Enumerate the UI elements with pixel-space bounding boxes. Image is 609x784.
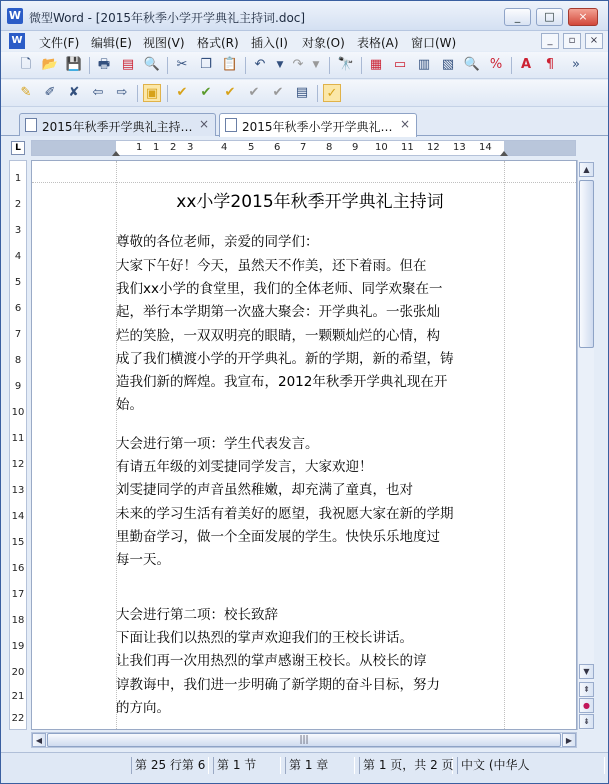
menu-view[interactable]: 视图(V) bbox=[143, 36, 185, 50]
text-line: 造我们新的辉煌。我宣布，2012年秋季开学典礼现在开 bbox=[116, 373, 448, 390]
status-page: 第 1 页，共 2 页 bbox=[359, 757, 453, 774]
ruler-number: 4 bbox=[221, 142, 228, 153]
new-icon[interactable]: 🗋 bbox=[20, 57, 32, 72]
ruler-number: 11 bbox=[401, 142, 414, 153]
ruler-number: 10 bbox=[375, 142, 388, 153]
horizontal-scroll-thumb[interactable]: ||| bbox=[47, 733, 561, 747]
close-tab-icon[interactable]: × bbox=[399, 117, 410, 131]
pdf-icon[interactable]: ▤ bbox=[121, 57, 135, 72]
document-tab-bar bbox=[1, 110, 608, 136]
print-preview-icon[interactable]: 🔍 bbox=[143, 57, 161, 72]
text-line: 始。 bbox=[116, 397, 143, 414]
status-bar bbox=[1, 752, 608, 783]
horizontal-scrollbar[interactable] bbox=[31, 732, 577, 748]
next-comment-icon[interactable]: ⇨ bbox=[116, 85, 128, 100]
merge-cells-icon[interactable]: ▧ bbox=[441, 57, 455, 72]
open-icon[interactable]: 📂 bbox=[41, 57, 59, 72]
ruler-number: 9 bbox=[14, 381, 22, 392]
prev-comment-icon[interactable]: ⇦ bbox=[92, 85, 104, 100]
document-icon bbox=[25, 118, 37, 132]
vertical-scrollbar[interactable] bbox=[577, 160, 594, 730]
toolbar-separator bbox=[511, 57, 512, 74]
doc-restore-button[interactable]: ▫ bbox=[563, 33, 581, 49]
ruler-number: 17 bbox=[11, 589, 25, 600]
window-title: 微型Word - [2015年秋季小学开学典礼主持词.doc] bbox=[29, 11, 306, 25]
standard-toolbar bbox=[1, 52, 608, 79]
accept-all-icon[interactable]: ✔ bbox=[224, 85, 236, 100]
track-changes-icon[interactable]: ▣ bbox=[143, 84, 161, 102]
reject-all-icon[interactable]: ✔ bbox=[248, 85, 260, 100]
paragraph-item-1 bbox=[116, 433, 508, 572]
menu-format[interactable]: 格式(R) bbox=[197, 36, 239, 50]
accept-change-icon[interactable]: ✔ bbox=[176, 85, 188, 100]
ruler-number: 1 bbox=[153, 142, 160, 153]
review-pane-icon[interactable]: ▤ bbox=[295, 85, 309, 100]
text-line: 大会进行第一项：学生代表发言。 bbox=[116, 436, 319, 452]
tab-document-2[interactable] bbox=[219, 113, 417, 137]
highlight-icon[interactable]: ✎ bbox=[20, 85, 32, 100]
show-markup-icon[interactable]: ✔ bbox=[272, 85, 284, 100]
maximize-button[interactable]: □ bbox=[536, 8, 563, 26]
more-tools-icon[interactable]: » bbox=[572, 57, 580, 72]
ruler-number: 6 bbox=[14, 303, 22, 314]
ruler-number: 2 bbox=[170, 142, 177, 153]
text-line: 烂的笑脸，一双双明亮的眼睛，一颗颗灿烂的心情，构 bbox=[116, 327, 440, 344]
reject-change-icon[interactable]: ✔ bbox=[200, 85, 212, 100]
find-icon[interactable]: 🔭 bbox=[337, 57, 355, 72]
redo-dropdown-icon[interactable]: ▼ bbox=[312, 60, 320, 70]
ruler-left-margin bbox=[32, 141, 116, 155]
minimize-button[interactable]: _ bbox=[504, 8, 531, 26]
ruler-number: 15 bbox=[11, 537, 25, 548]
menu-bar bbox=[1, 31, 608, 51]
redo-icon[interactable]: ↷ bbox=[292, 57, 304, 72]
toolbar-separator bbox=[167, 57, 168, 74]
toolbar-separator bbox=[329, 57, 330, 74]
horizontal-ruler[interactable] bbox=[31, 140, 576, 156]
text-line: 每一天。 bbox=[116, 551, 170, 568]
menu-table[interactable]: 表格(A) bbox=[357, 36, 399, 50]
ruler-number: 7 bbox=[300, 142, 307, 153]
menu-edit[interactable]: 编辑(E) bbox=[91, 36, 132, 50]
cut-icon[interactable]: ✂ bbox=[176, 57, 188, 72]
menu-insert[interactable]: 插入(I) bbox=[251, 36, 288, 50]
ruler-number: 10 bbox=[11, 407, 25, 418]
tab-label: 2015年秋季小学开学典礼… bbox=[242, 120, 393, 134]
ruler-number: 14 bbox=[479, 142, 492, 153]
ruler-number: 4 bbox=[14, 251, 22, 262]
insert-row-icon[interactable]: ▭ bbox=[393, 57, 407, 72]
delete-comment-icon[interactable]: ✘ bbox=[68, 85, 80, 100]
text-line: 未来的学习生活有着美好的愿望，我祝愿大家在新的学期 bbox=[116, 505, 454, 522]
doc-close-button[interactable]: × bbox=[585, 33, 603, 49]
toolbar-separator bbox=[245, 57, 246, 74]
horizontal-ruler-row bbox=[1, 137, 608, 159]
tab-label: 2015年秋季开学典礼主持… bbox=[42, 120, 193, 134]
undo-icon[interactable]: ↶ bbox=[254, 57, 266, 72]
text-line: 起，举行本学期第一次盛大聚会：开学典礼。一张张灿 bbox=[116, 304, 440, 321]
text-line: 刘雯捷同学的声音虽然稚嫩，却充满了童真，也对 bbox=[116, 482, 413, 499]
scroll-up-button[interactable]: ▲ bbox=[579, 162, 594, 177]
tab-document-1[interactable] bbox=[19, 113, 216, 136]
ruler-number: 11 bbox=[11, 433, 25, 444]
text-line: 有请五年级的刘雯捷同学发言，大家欢迎！ bbox=[116, 459, 373, 476]
insert-table-icon[interactable]: ▦ bbox=[369, 57, 383, 72]
ruler-number: 7 bbox=[14, 329, 22, 340]
ruler-number: 3 bbox=[14, 225, 22, 236]
toolbar-separator bbox=[317, 85, 318, 102]
toolbar-separator bbox=[167, 85, 168, 102]
toolbar-separator bbox=[137, 85, 138, 102]
spell-check-icon[interactable]: ✓ bbox=[323, 84, 341, 102]
insert-column-icon[interactable]: ▥ bbox=[417, 57, 431, 72]
menu-object[interactable]: 对象(O) bbox=[302, 36, 345, 50]
print-icon[interactable]: 🖶 bbox=[97, 57, 111, 72]
ruler-number: 2 bbox=[14, 199, 22, 210]
ruler-number: 22 bbox=[11, 713, 25, 724]
toolbar-separator bbox=[89, 57, 90, 74]
scroll-down-button[interactable]: ▼ bbox=[579, 664, 594, 679]
text-line: 成了我们横渡小学的开学典礼。新的学期，新的希望，铸 bbox=[116, 350, 454, 367]
top-margin-guide bbox=[32, 182, 577, 183]
ruler-number: 1 bbox=[136, 142, 143, 153]
ruler-number: 8 bbox=[326, 142, 333, 153]
edit-comment-icon[interactable]: ✐ bbox=[44, 85, 56, 100]
percent-icon[interactable]: % bbox=[489, 57, 503, 72]
paragraph-opening bbox=[116, 255, 508, 417]
save-icon[interactable]: 💾 bbox=[65, 57, 83, 72]
text-line: 让我们再一次用热烈的掌声感谢王校长。从校长的谆 bbox=[116, 653, 427, 670]
paragraph-greeting bbox=[116, 231, 508, 254]
ruler-number: 5 bbox=[14, 277, 22, 288]
ruler-number: 18 bbox=[11, 615, 25, 626]
ruler-number: 16 bbox=[11, 563, 25, 574]
text-line: 大会进行第二项：校长致辞 bbox=[116, 607, 278, 623]
tab-stop-selector[interactable]: L bbox=[11, 141, 25, 155]
ruler-number: 19 bbox=[11, 641, 25, 652]
document-page[interactable] bbox=[31, 160, 577, 730]
close-button[interactable]: × bbox=[568, 8, 598, 26]
ruler-number: 21 bbox=[11, 691, 25, 702]
scroll-left-button[interactable]: ◀ bbox=[32, 733, 46, 747]
left-indent-marker[interactable] bbox=[112, 151, 120, 156]
status-chapter: 第 1 章 bbox=[285, 757, 355, 774]
vertical-ruler[interactable] bbox=[9, 160, 27, 730]
right-indent-marker[interactable] bbox=[500, 151, 508, 156]
font-color-icon[interactable]: A bbox=[520, 57, 532, 72]
undo-dropdown-icon[interactable]: ▼ bbox=[276, 60, 284, 70]
toolbar-separator bbox=[361, 57, 362, 74]
ruler-number: 12 bbox=[427, 142, 440, 153]
document-title: xx小学2015年秋季开学典礼主持词 bbox=[176, 192, 444, 212]
paragraph-item-2 bbox=[116, 604, 508, 720]
ruler-number: 9 bbox=[352, 142, 359, 153]
ruler-number: 12 bbox=[11, 459, 25, 470]
ruler-number: 5 bbox=[248, 142, 255, 153]
text-line: 我们xx小学的食堂里，我们的全体老师、同学欢聚在一 bbox=[116, 281, 443, 298]
word-app-icon[interactable]: W bbox=[8, 9, 22, 22]
text-line: 大家下午好！今天，虽然天不作美，还下着雨。但在 bbox=[116, 258, 427, 274]
close-tab-icon[interactable]: × bbox=[198, 117, 209, 131]
paste-icon[interactable]: 📋 bbox=[221, 57, 239, 72]
text-line: 谆教诲中，我们进一步明确了新学期的奋斗目标，努力 bbox=[116, 676, 440, 693]
ruler-number: 3 bbox=[187, 142, 194, 153]
ruler-number: 6 bbox=[274, 142, 281, 153]
menu-file[interactable]: 文件(F) bbox=[39, 36, 80, 50]
ruler-number: 20 bbox=[11, 667, 25, 678]
document-menu-icon[interactable]: W bbox=[9, 33, 25, 49]
doc-minimize-button[interactable]: _ bbox=[541, 33, 559, 49]
text-line: 的方向。 bbox=[116, 699, 170, 716]
text-line: 尊敬的各位老师，亲爱的同学们： bbox=[116, 234, 319, 250]
review-toolbar bbox=[1, 80, 608, 107]
paragraph-icon[interactable]: ¶ bbox=[545, 57, 555, 72]
zoom-icon[interactable]: 🔍 bbox=[463, 57, 481, 72]
ruler-number: 13 bbox=[11, 485, 25, 496]
ruler-right-margin bbox=[504, 141, 575, 155]
status-language: 中文 (中华人 bbox=[457, 757, 605, 774]
ruler-number: 1 bbox=[14, 173, 22, 184]
menu-window[interactable]: 窗口(W) bbox=[411, 36, 457, 50]
status-line-position: 第 25 行第 6 bbox=[131, 757, 209, 774]
document-icon bbox=[225, 118, 237, 132]
scroll-right-button[interactable]: ▶ bbox=[562, 733, 576, 747]
horizontal-scrollbar-row bbox=[1, 730, 608, 750]
vertical-scroll-thumb[interactable] bbox=[579, 180, 594, 348]
ruler-number: 8 bbox=[14, 355, 22, 366]
ruler-number: 13 bbox=[453, 142, 466, 153]
previous-page-button[interactable]: ⇞ bbox=[579, 682, 594, 697]
ruler-number: 14 bbox=[11, 511, 25, 522]
next-page-button[interactable]: ⇟ bbox=[579, 714, 594, 729]
title-bar[interactable] bbox=[1, 1, 608, 31]
text-line: 下面让我们以热烈的掌声欢迎我们的王校长讲话。 bbox=[116, 630, 413, 647]
status-section: 第 1 节 bbox=[213, 757, 281, 774]
text-line: 里勤奋学习，做一个全面发展的学生。快快乐乐地度过 bbox=[116, 528, 440, 545]
browse-object-button[interactable]: ● bbox=[579, 698, 594, 713]
copy-icon[interactable]: ❐ bbox=[200, 57, 212, 72]
